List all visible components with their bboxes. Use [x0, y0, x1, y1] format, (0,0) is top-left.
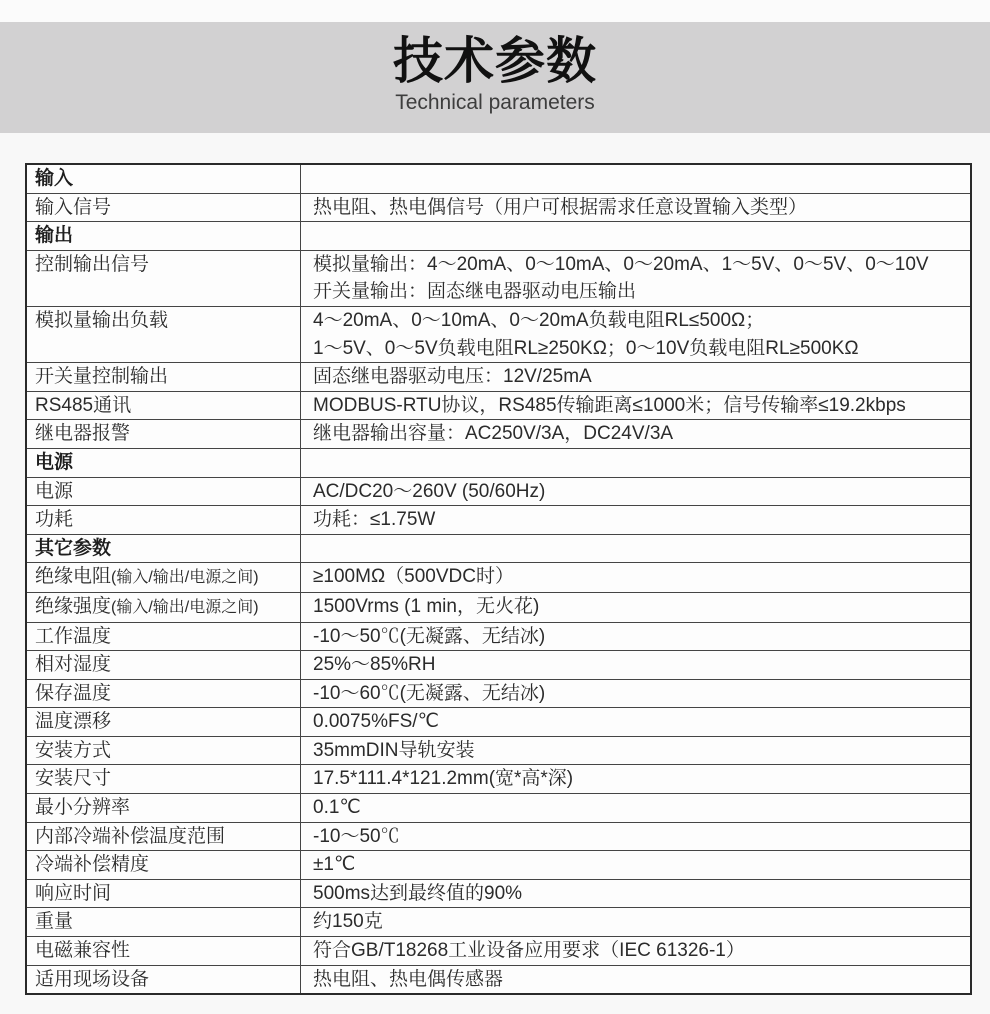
row-value-line: -10～50℃(无凝露、无结冰) — [313, 625, 546, 647]
row-value — [301, 937, 970, 965]
table-row — [27, 306, 970, 362]
table-row — [27, 165, 970, 193]
row-label: RS485通讯 — [27, 392, 301, 420]
row-value-line: 25%～85%RH — [313, 654, 436, 676]
row-value-line: 4～20mA、0～10mA、0～20mA负载电阻RL≤500Ω； — [313, 309, 765, 331]
row-value-line: -10～50℃ — [313, 825, 400, 847]
row-label: 电源 — [27, 478, 301, 506]
row-label: 内部冷端补偿温度范围 — [27, 823, 301, 851]
row-value — [301, 880, 970, 908]
row-label: 绝缘强度(输入/输出/电源之间) — [27, 593, 301, 622]
row-value-line: 固态继电器驱动电压：12V/25mA — [313, 366, 592, 388]
table-row — [27, 562, 970, 592]
row-value — [301, 506, 970, 534]
row-label: 温度漂移 — [27, 708, 301, 736]
row-label: 开关量控制输出 — [27, 363, 301, 391]
row-label: 其它参数 — [27, 535, 301, 563]
table-row — [27, 362, 970, 391]
table-row — [27, 505, 970, 534]
row-value-line: 35mmDIN导轨安装 — [313, 739, 475, 761]
top-margin-strip — [0, 0, 990, 22]
row-value-line: 0.1℃ — [313, 797, 361, 819]
table-row — [27, 936, 970, 965]
row-value-line: ≥100MΩ（500VDC时） — [313, 566, 514, 588]
row-value — [301, 708, 970, 736]
table-row — [27, 736, 970, 765]
row-value-line: 17.5*111.4*121.2mm(宽*高*深) — [313, 768, 574, 790]
table-row — [27, 477, 970, 506]
table-row — [27, 707, 970, 736]
row-value — [301, 908, 970, 936]
table-row — [27, 764, 970, 793]
row-value-line: 0.0075%FS/℃ — [313, 711, 439, 733]
table-row — [27, 193, 970, 222]
row-label: 工作温度 — [27, 623, 301, 651]
table-row — [27, 419, 970, 448]
row-label: 保存温度 — [27, 680, 301, 708]
row-label: 电磁兼容性 — [27, 937, 301, 965]
table-row — [27, 965, 970, 994]
row-value-line: 约150克 — [313, 911, 383, 933]
row-value — [301, 194, 970, 222]
row-value-line: 1～5V、0～5V负载电阻RL≥250KΩ；0～10V负载电阻RL≥500KΩ — [313, 337, 859, 359]
row-label-note: (输入/输出/电源之间) — [111, 598, 259, 616]
row-value — [301, 651, 970, 679]
row-label-note: (输入/输出/电源之间) — [111, 569, 259, 587]
row-label: 相对湿度 — [27, 651, 301, 679]
row-value — [301, 851, 970, 879]
row-value — [301, 623, 970, 651]
row-label: 模拟量输出负载 — [27, 307, 301, 362]
row-value-line: 开关量输出：固态继电器驱动电压输出 — [313, 281, 637, 303]
row-value-line: -10～60℃(无凝露、无结冰) — [313, 682, 546, 704]
row-value-line: MODBUS-RTU协议，RS485传输距离≤1000米；信号传输率≤19.2kbps — [313, 394, 906, 416]
row-label: 最小分辨率 — [27, 794, 301, 822]
row-value — [301, 420, 970, 448]
row-value — [301, 535, 970, 563]
table-row — [27, 448, 970, 477]
row-label: 输入 — [27, 165, 301, 193]
row-value — [301, 737, 970, 765]
row-value — [301, 794, 970, 822]
table-row — [27, 622, 970, 651]
row-value — [301, 765, 970, 793]
row-label: 输出 — [27, 222, 301, 250]
table-row — [27, 221, 970, 250]
row-value — [301, 680, 970, 708]
row-value-line: 符合GB/T18268工业设备应用要求（IEC 61326-1） — [313, 940, 745, 962]
row-value — [301, 251, 970, 306]
title-band — [0, 22, 990, 133]
table-row — [27, 879, 970, 908]
table-row — [27, 650, 970, 679]
row-label: 安装尺寸 — [27, 765, 301, 793]
table-row — [27, 907, 970, 936]
row-label: 电源 — [27, 449, 301, 477]
row-value — [301, 563, 970, 592]
row-value-line: 功耗：≤1.75W — [313, 509, 436, 531]
table-row — [27, 391, 970, 420]
row-value — [301, 165, 970, 193]
row-value-line: 热电阻、热电偶信号（用户可根据需求任意设置输入类型） — [313, 196, 808, 218]
table-row — [27, 793, 970, 822]
spec-table — [25, 163, 972, 995]
table-row — [27, 679, 970, 708]
row-value-line: 热电阻、热电偶传感器 — [313, 968, 504, 990]
row-value-line: ±1℃ — [313, 854, 356, 876]
row-label: 安装方式 — [27, 737, 301, 765]
table-row — [27, 822, 970, 851]
row-value-line: 继电器输出容量：AC250V/3A，DC24V/3A — [313, 423, 674, 445]
row-value — [301, 593, 970, 622]
row-label: 输入信号 — [27, 194, 301, 222]
row-label: 绝缘电阻(输入/输出/电源之间) — [27, 563, 301, 592]
row-label: 适用现场设备 — [27, 966, 301, 994]
row-value — [301, 449, 970, 477]
row-label: 冷端补偿精度 — [27, 851, 301, 879]
row-value — [301, 363, 970, 391]
page-title: 技术参数 — [393, 33, 597, 89]
row-value — [301, 478, 970, 506]
row-value-line: 1500Vrms (1 min，无火花) — [313, 595, 540, 617]
row-value-line: 模拟量输出：4～20mA、0～10mA、0～20mA、1～5V、0～5V、0～10V — [313, 253, 929, 275]
row-value — [301, 392, 970, 420]
table-row — [27, 850, 970, 879]
table-row — [27, 534, 970, 563]
row-value — [301, 966, 970, 994]
row-label: 响应时间 — [27, 880, 301, 908]
row-value-line: AC/DC20～260V (50/60Hz) — [313, 480, 546, 502]
table-row — [27, 250, 970, 306]
row-value — [301, 823, 970, 851]
row-label: 重量 — [27, 908, 301, 936]
row-value — [301, 222, 970, 250]
page-subtitle: Technical parameters — [395, 91, 595, 114]
row-label: 继电器报警 — [27, 420, 301, 448]
table-row — [27, 592, 970, 622]
row-value — [301, 307, 970, 362]
row-value-line: 500ms达到最终值的90% — [313, 882, 523, 904]
row-label: 功耗 — [27, 506, 301, 534]
row-label: 控制输出信号 — [27, 251, 301, 306]
